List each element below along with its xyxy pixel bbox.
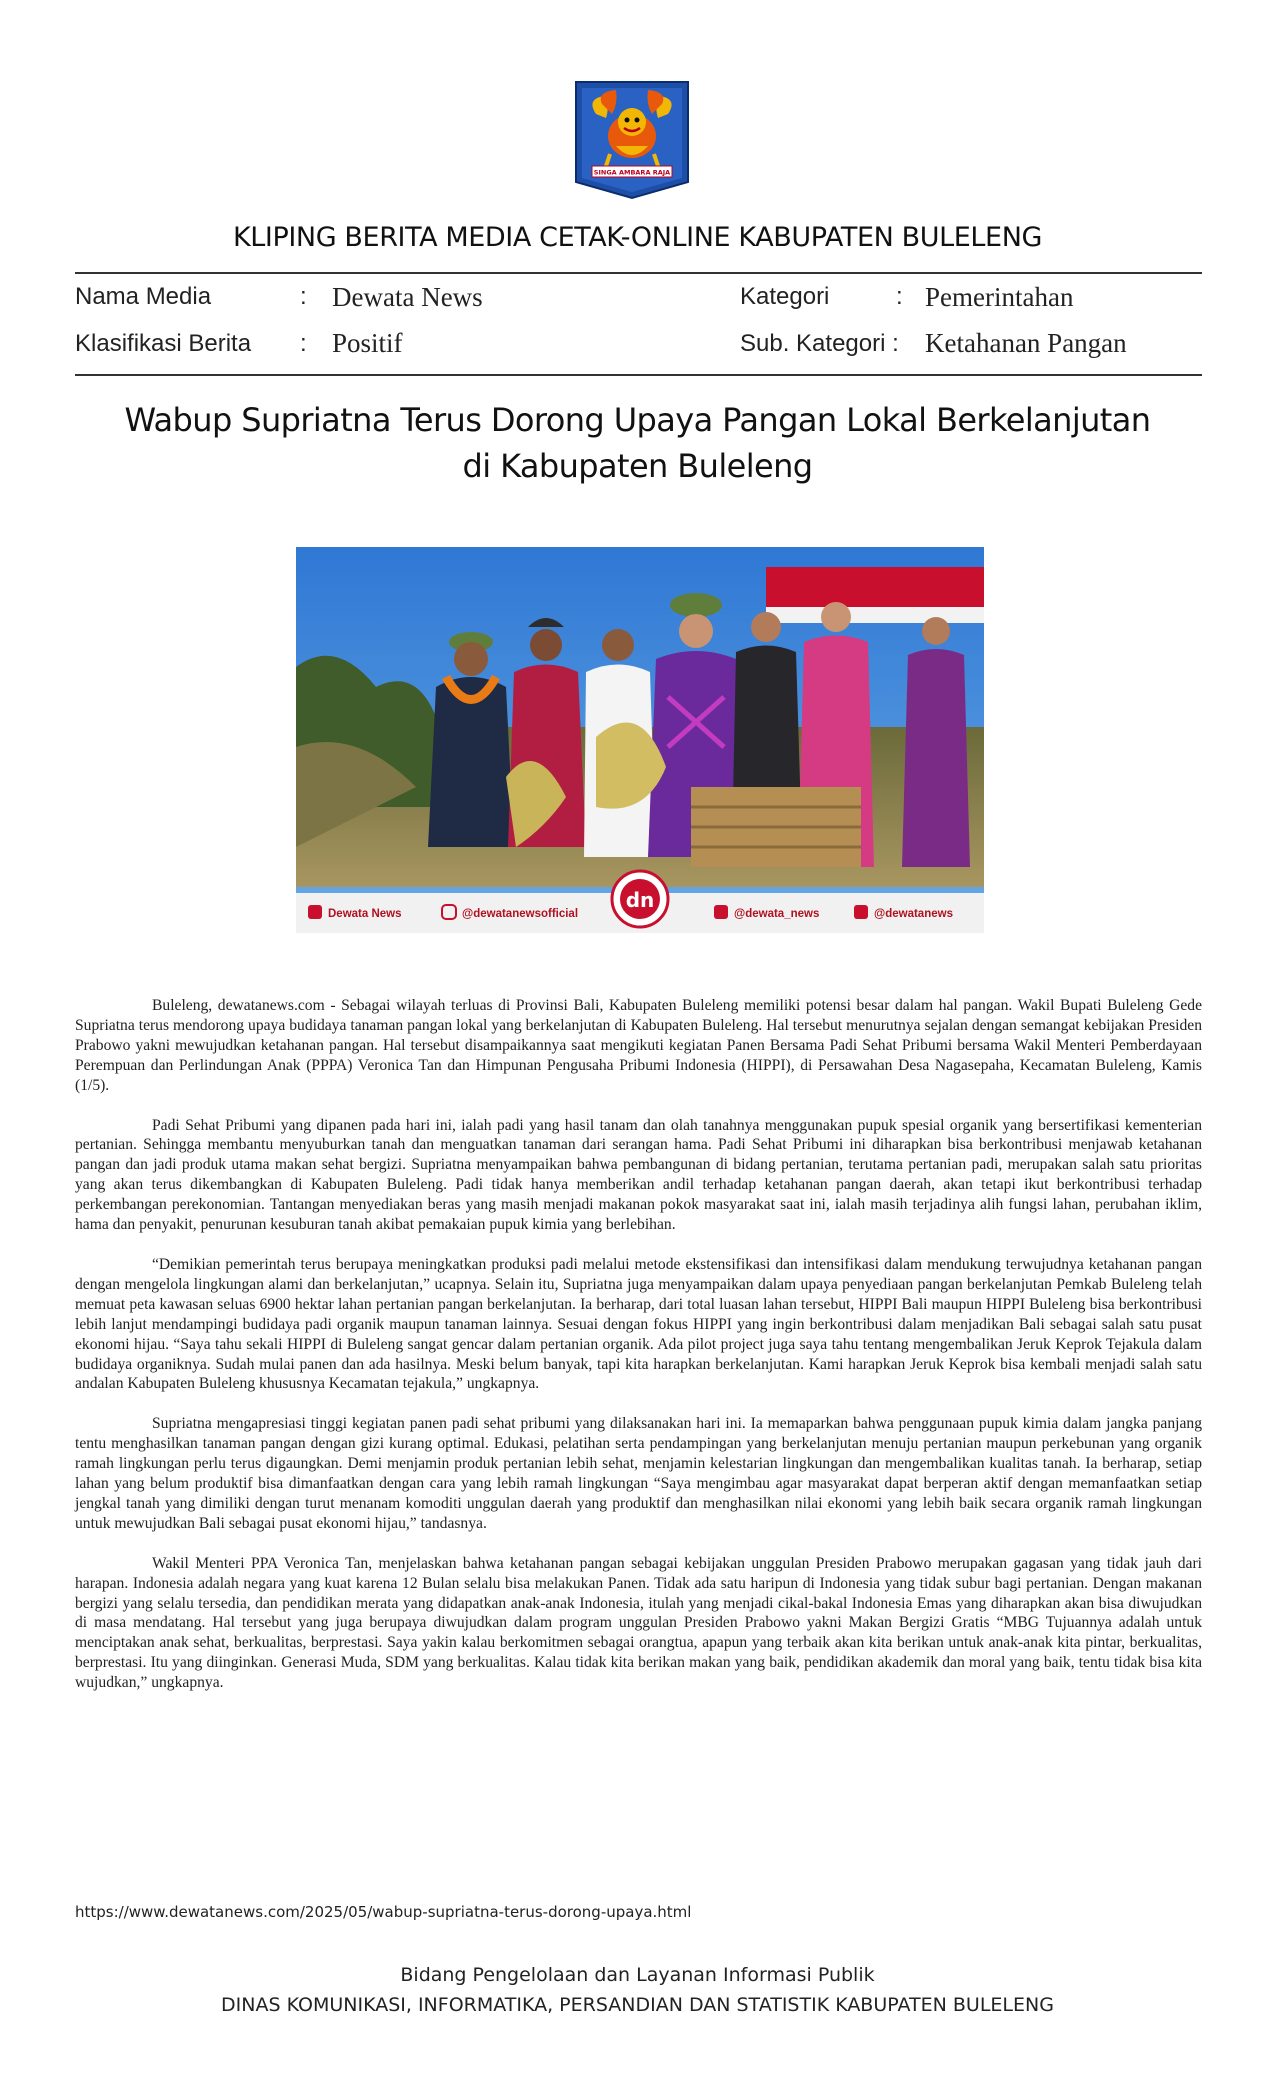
- article-photo: [296, 547, 984, 933]
- regency-emblem-logo: [566, 74, 698, 200]
- source-url-link[interactable]: https://www.dewatanews.com/2025/05/wabup-supriatna-terus-dorong-upaya.html: [75, 1903, 692, 1921]
- news-classification-value: Positif: [332, 328, 403, 358]
- category-label: Kategori: [740, 283, 830, 310]
- media-name-label: Nama Media: [75, 283, 212, 310]
- instagram-handle: @dewatanewsofficial: [462, 908, 579, 920]
- news-classification-label: Klasifikasi Berita: [75, 330, 252, 357]
- footer-division: Bidang Pengelolaan dan Layanan Informasi Publik: [400, 1964, 875, 1986]
- article-paragraph-1: Buleleng, dewatanews.com - Sebagai wilayah terluas di Provinsi Bali, Kabupaten Buleleng memiliki potensi besar dalam hal pangan. Wakil Bupati Buleleng Gede Supriatna terus mendorong upaya budidaya tanaman pangan lokal yang berkelanjutan di Kabupaten Buleleng. Hal tersebut menurutnya sejalan dengan semangat kebijakan Presiden Prabowo yakni mewujudkan ketahanan pangan. Hal tersebut disampaikannya saat mengikuti kegiatan Panen Bersama Padi Sehat Pribumi bersama Wakil Menteri Pemberdayaan Perempuan dan Perlindungan Anak (PPPA) Veronica Tan dan Himpunan Pengusaha Pribumi Indonesia (HIPPI), di Persawahan Desa Nagasepaha, Kecamatan Buleleng, Kamis (1/5).: [75, 997, 1202, 1094]
- category-value: Pemerintahan: [925, 282, 1074, 312]
- category-colon: :: [896, 283, 903, 310]
- article-body: [75, 996, 1202, 1713]
- article-paragraph-3: “Demikian pemerintah terus berupaya meningkatkan produksi padi melalui metode ekstensifikasi dan intensifikasi dalam mendukung terwujudnya ketahanan pangan dengan mengelola lingkungan alami dan berkelanjutan,” ucapnya. Selain itu, Supriatna juga menyampaikan dalam upaya penyediaan pangan berkelanjutan Pemkab Buleleng telah memuat peta kawasan seluas 6900 hektar lahan pertanian pangan berkelanjutan. Ia berharap, dari total luasan lahan tersebut, HIPPI Bali maupun HIPPI Buleleng bisa berkontribusi lebih lanjut mendampingi budidaya padi organik maupun tanaman lainnya. Sesuai dengan fokus HIPPI yang ingin berkontribusi dalam menjadikan Bali sebagai salah satu pusat ekonomi hijau. “Saya tahu sekali HIPPI di Buleleng sangat gencar dalam pertanian organik. Ada pilot project juga saya tahu tentang mengembalikan Jeruk Keprok Tejakula dalam budidaya organiknya. Sudah mulai panen dan ada hasilnya. Meski belum banyak, tapi kita harapkan berkelanjutan. Kami harapkan Jeruk Keprok bisa kembali menjadi salah satu andalan Kabupaten Buleleng khususnya Kecamatan tejakula,” ungkapnya.: [75, 1255, 1202, 1393]
- subcategory-value: Ketahanan Pangan: [925, 328, 1127, 358]
- twitter-handle: @dewata_news: [734, 908, 820, 920]
- subcategory-label: Sub. Kategori :: [740, 330, 899, 357]
- media-name-value: Dewata News: [332, 282, 483, 312]
- dewata-news-logo: dn: [625, 888, 655, 912]
- facebook-handle: Dewata News: [328, 908, 402, 920]
- divider-bottom: [75, 374, 1202, 376]
- footer-department: DINAS KOMUNIKASI, INFORMATIKA, PERSANDIAN DAN STATISTIK KABUPATEN BULELENG: [221, 1994, 1054, 2016]
- divider-top: [75, 272, 1202, 274]
- clipping-title: KLIPING BERITA MEDIA CETAK-ONLINE KABUPATEN BULELENG: [232, 222, 1043, 253]
- article-paragraph-4: Supriatna mengapresiasi tinggi kegiatan panen padi sehat pribumi yang dilaksanakan hari ini. Ia memaparkan bahwa penggunaan pupuk kimia dalam jangka panjang tentu menghasilkan tanaman pangan dengan gizi kurang optimal. Edukasi, pelatihan serta pendampingan yang berkelanjutan menuju pertanian maupun perkebunan yang organik ramah lingkungan perlu terus digaungkan. Demi menjamin produk pertanian lebih sehat, menjamin kelestarian lingkungan dan mengembalikan kualitas tanah. Ia berharap, setiap lahan yang belum produktif bisa dimanfaatkan dengan cara yang lebih ramah lingkungan “Saya mengimbau agar masyarakat dapat berperan aktif dengan memanfaatkan setiap jengkal tanah yang dimiliki dengan turut menanam komoditi unggulan daerah yang produktif dan menghasilkan nilai ekonomi yang lebih baik secara organik ramah lingkungan untuk mewujudkan Bali sebagai pusat ekonomi hijau,” tandasnya.: [75, 1415, 1202, 1532]
- article-paragraph-5: Wakil Menteri PPA Veronica Tan, menjelaskan bahwa ketahanan pangan sebagai kebijakan unggulan Presiden Prabowo merupakan gagasan yang tidak jauh dari harapan. Indonesia adalah negara yang kuat karena 12 Bulan selalu bisa melakukan Panen. Tidak ada satu haripun di Indonesia yang tidak subur bagi pertanian. Dengan makanan bergizi yang selalu tersedia, dan pendidikan merata yang didapatkan anak-anak Indonesia, itulah yang menjadi cikal-bakal Indonesia Emas yang diharapkan akan bisa diwujudkan di masa mendatang. Hal tersebut yang juga berupaya diwujudkan dalam program unggulan Presiden Prabowo yakni Makan Bergizi Gratis “MBG Tujuannya adalah untuk menciptakan anak sehat, berkualitas, berprestasi. Saya yakin kalau berkomitmen sebagai orangtua, apapun yang terbaik akan kita berikan untuk anak-anak kita pintar, berkualitas, berprestasi. Itu yang diinginkan. Generasi Muda, SDM yang berkualitas. Kalau tidak kita berikan makan yang baik, pendidikan akademik dan moral yang baik, tentu tidak bisa kita wujudkan,” ungkapnya.: [75, 1554, 1202, 1692]
- emblem-motto: SINGA AMBARA RAJA: [593, 168, 671, 177]
- tiktok-handle: @dewatanews: [874, 908, 953, 920]
- news-classification-colon: :: [300, 330, 307, 357]
- article-paragraph-2: Padi Sehat Pribumi yang dipanen pada hari ini, ialah padi yang hasil tanam dan olah tanahnya menggunakan pupuk spesial organik yang bersertifikasi kementerian pertanian. Sehingga membantu menyuburkan tanah dan menguatkan tanaman dari serangan hama. Padi Sehat Pribumi ini diharapkan bisa berkontribusi menjawab ketahanan pangan dan jadi produk utama makan sehat bergizi. Supriatna menyampaikan bahwa pembangunan di bidang pertanian, terutama pertanian padi, merupakan salah satu prioritas yang akan terus dikembangkan di Kabupaten Buleleng. Padi tidak hanya memberikan andil terhadap ketahanan pangan daerah, akan tetapi ikut berkontribusi terhadap perkembangan perekonomian. Tantangan menyediakan beras yang masih menjadi makanan pokok masyarakat saat ini, ialah masih terjadinya alih fungsi lahan, perubahan iklim, hama dan penyakit, penurunan kesuburan tanah akibat pemakaian pupuk kimia yang berlebihan.: [75, 1116, 1202, 1234]
- headline-line-1: Wabup Supriatna Terus Dorong Upaya Pangan Lokal Berkelanjutan: [124, 401, 1151, 439]
- headline-line-2: di Kabupaten Buleleng: [462, 447, 813, 485]
- media-name-colon: :: [300, 283, 307, 310]
- article-headline: [100, 397, 1175, 489]
